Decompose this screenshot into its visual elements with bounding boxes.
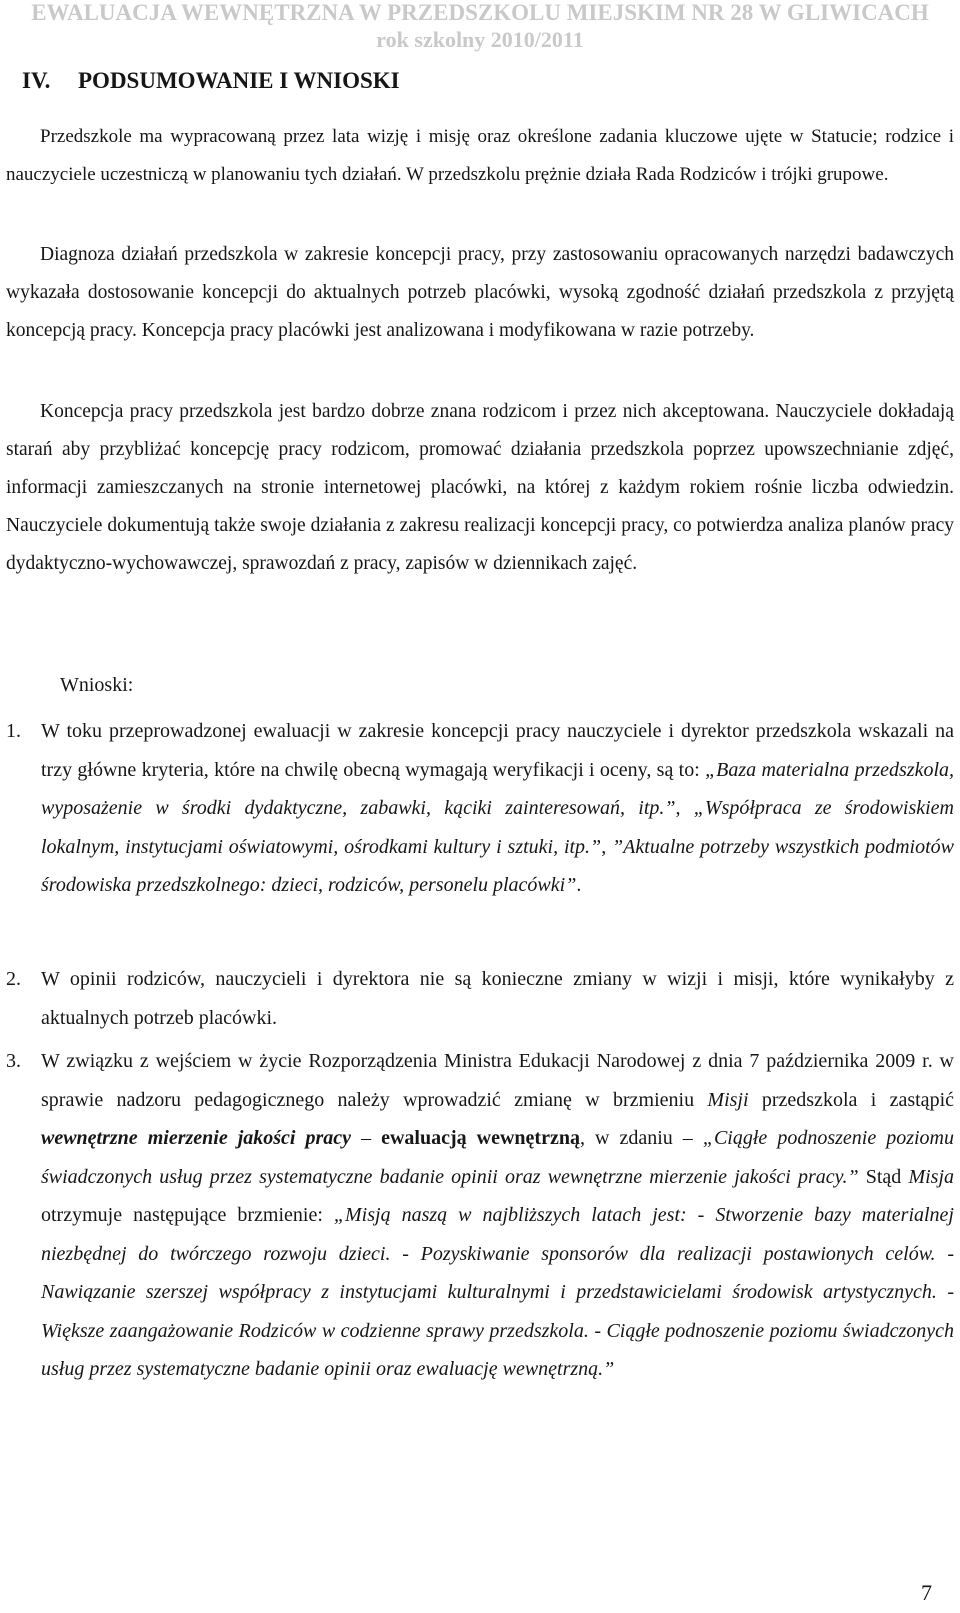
paragraph-text: Koncepcja pracy przedszkola jest bardzo dobrze znana rodzicom i przez nich akceptowana. Nauczyciele dokładają starań aby przybliżać koncepcję pracy rodzicom, promować działania przedszkola poprzez upowszechnianie zdjęć, informacji zamieszczanych na stronie internetowej placówki, na której z każdym rokiem rośnie liczba odwiedzin. Nauczyciele dokumentują także swoje działania z zakresu realizacji koncepcji pracy, co potwierdza analiza planów pracy dydaktyczno-wychowawczej, sprawozdań z pracy, zapisów w dziennikach zajęć. xyxy=(6,401,954,574)
paragraph-text: Przedszkole ma wypracowaną przez lata wizję i misję oraz określone zadania kluczowe ujęte w Statucie; rodzice i nauczyciele uczestniczą w planowaniu tych działań. W przedszkolu prężnie działa Rada Rodziców i trójki grupowe. xyxy=(6,126,954,185)
section-number: IV. xyxy=(22,68,51,93)
list-number: 3. xyxy=(6,1050,21,1072)
list-number: 1. xyxy=(6,720,21,742)
paragraph-text: Diagnoza działań przedszkola w zakresie koncepcji pracy, przy zastosowaniu opracowanych narzędzi badawczych wykazała dostosowanie koncepcji do aktualnych potrzeb placówki, wysoką zgodność działań przedszkola z przyjętą koncepcją pracy. Koncepcja pracy placówki jest analizowana i modyfikowana w razie potrzeby. xyxy=(6,244,954,341)
old-phrase: wewnętrzne mierzenie jakości pracy xyxy=(41,1127,352,1149)
list-number: 2. xyxy=(6,968,21,990)
paragraph-concept xyxy=(6,393,954,583)
conclusion-text: W związku z wejściem w życie Rozporządzenia Ministra Edukacji Narodowej z dnia 7 października 2009 r. w sprawie nadzoru pedagogicznego należy wprowadzić zmianę w brzmieniu Misji przedszkola i zastąpić wewnętrzne mierzenie jakości pracy – ewaluacją wewnętrzną, w zdaniu – „Ciągłe podnoszenie poziomu świadczonych usług przez systematyczne badanie opinii oraz wewnętrzne mierzenie jakości pracy.” Stąd Misja otrzymuje następujące brzmienie: „Misją naszą w najbliższych latach jest: - Stworzenie bazy materialnej niezbędnej do twórczego rozwoju dzieci. - Pozyskiwanie sponsorów dla realizacji postawionych celów. - Nawiązanie szerszej współpracy z instytucjami kulturalnymi i przedstawicielami środowisk artystycznych. - Większe zaangażowanie Rodziców w codzienne sprawy przedszkola. - Ciągłe podnoszenie poziomu świadczonych usług przez systematyczne badanie opinii oraz ewaluację wewnętrzną.” xyxy=(41,1050,955,1380)
conclusion-text: W opinii rodziców, nauczycieli i dyrektora nie są konieczne zmiany w wizji i misji, które wynikałyby z aktualnych potrzeb placówki. xyxy=(41,968,954,1029)
criterion-1: „Baza materialna przedszkola, wyposażenie w środki dydaktyczne, zabawki, kąciki zainteresowań, itp.” xyxy=(41,758,955,819)
misji-word: Misji xyxy=(707,1088,749,1111)
criterion-3: ”Aktualne potrzeby wszystkich podmiotów środowiska przedszkolnego: dzieci, rodziców, personelu placówki” xyxy=(41,835,955,896)
paragraph-vision xyxy=(6,118,954,194)
running-header-title: EWALUACJA WEWNĘTRZNA W PRZEDSZKOLU MIEJSKIM NR 28 W GLIWICACH xyxy=(31,0,929,25)
conclusion-text: W toku przeprowadzonej ewaluacji w zakresie koncepcji pracy nauczyciele i dyrektor przedszkola wskazali na trzy główne kryteria, które na chwilę obecną wymagają weryfikacji i oceny, są to: „Baza materialna przedszkola, wyposażenie w środki dydaktyczne, zabawki, kąciki zainteresowań, itp.”, „Współpraca ze środowiskiem lokalnym, instytucjami oświatowymi, ośrodkami kultury i sztuki, itp.”, ”Aktualne potrzeby wszystkich podmiotów środowiska przedszkolnego: dzieci, rodziców, personelu placówki”. xyxy=(41,720,955,896)
criterion-2: „Współpraca ze środowiskiem lokalnym, instytucjami oświatowymi, ośrodkami kultury i sztuki, itp.” xyxy=(41,797,955,858)
section-heading xyxy=(22,68,400,94)
old-mission-sentence: „Ciągłe podnoszenie poziomu świadczonych usług przez systematyczne badanie opinii oraz wewnętrzne mierzenie jakości pracy.” xyxy=(41,1127,955,1188)
conclusions-heading: Wnioski: xyxy=(60,674,134,696)
new-mission-text: „Misją naszą w najbliższych latach jest: - Stworzenie bazy materialnej niezbędnej do twórczego rozwoju dzieci. - Pozyskiwanie sponsorów dla realizacji postawionych celów. - Nawiązanie szerszej współpracy z instytucjami kulturalnymi i przedstawicielami środowisk artystycznych. - Większe zaangażowanie Rodziców w codzienne sprawy przedszkola. - Ciągłe podnoszenie poziomu świadczonych usług przez systematyczne badanie opinii oraz ewaluację wewnętrzną.” xyxy=(41,1204,954,1380)
page-number: 7 xyxy=(921,1580,932,1605)
section-title: PODSUMOWANIE I WNIOSKI xyxy=(78,68,400,93)
paragraph-diagnosis xyxy=(6,236,954,350)
misja-word: Misja xyxy=(908,1165,955,1188)
new-phrase: ewaluacją wewnętrzną xyxy=(381,1127,580,1149)
running-header-school-year: rok szkolny 2010/2011 xyxy=(376,27,584,52)
